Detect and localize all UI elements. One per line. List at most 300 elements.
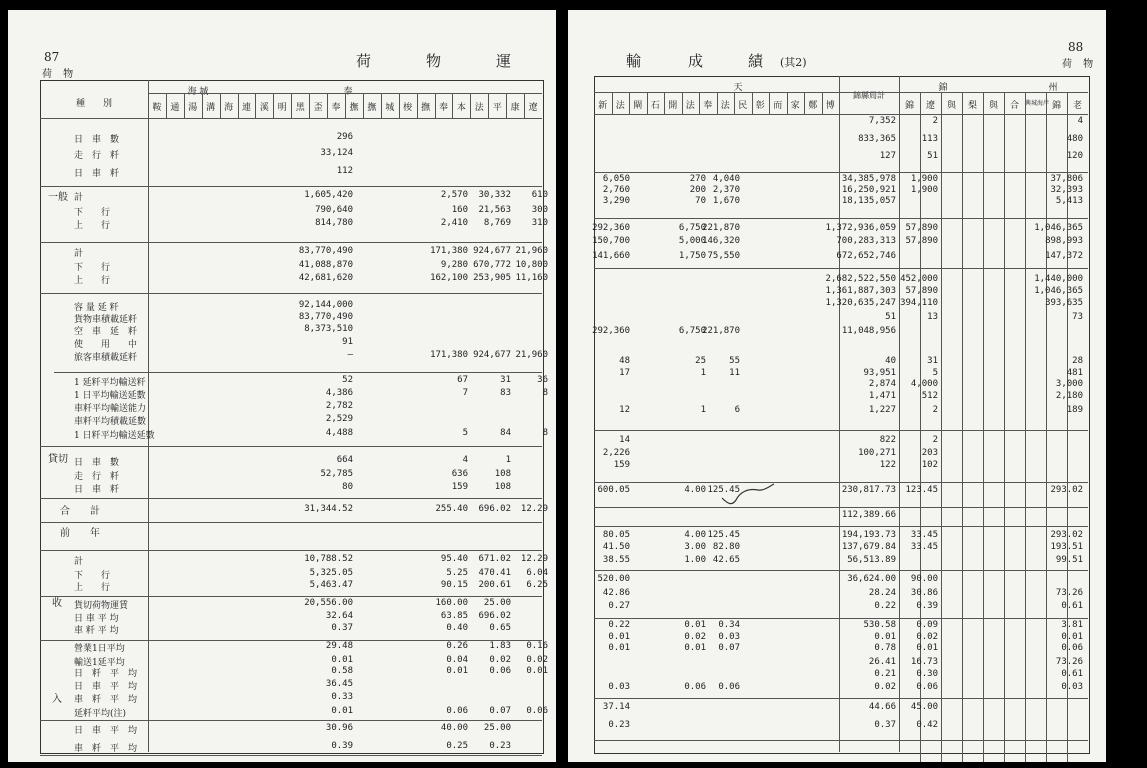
right-cell: 0.06 bbox=[1061, 643, 1083, 653]
left-header-col-divider bbox=[220, 93, 221, 118]
right-cell: 6,750 bbox=[678, 223, 706, 233]
right-header-col2: 老 bbox=[1072, 101, 1082, 111]
left-header-col: 溪 bbox=[259, 103, 269, 113]
right-cell: 36,624.00 bbox=[847, 574, 896, 584]
right-cell: 0.02 bbox=[684, 632, 706, 642]
right-cell: 2 bbox=[932, 405, 938, 415]
left-cell: 80 bbox=[342, 482, 353, 492]
right-cell: 1,750 bbox=[678, 251, 706, 261]
right-header-col: 家 bbox=[790, 101, 800, 111]
left-cell: 40.00 bbox=[440, 723, 468, 733]
right-cell: 127 bbox=[879, 151, 896, 161]
right-header-col: 法 bbox=[720, 101, 730, 111]
left-header-col: 撫 bbox=[421, 103, 431, 113]
right-cell: 1,670 bbox=[712, 196, 740, 206]
left-row-rule bbox=[40, 550, 542, 551]
left-cell: 1,605,420 bbox=[304, 190, 353, 200]
left-label-divider bbox=[148, 80, 149, 752]
right-cell: 0.09 bbox=[916, 620, 938, 630]
right-cell: 28 bbox=[1072, 356, 1083, 366]
left-cell: 8,373,510 bbox=[304, 324, 353, 334]
left-row-label: 走 行 粁 bbox=[74, 472, 120, 482]
right-header-col: 閘 bbox=[633, 101, 643, 111]
right-cell: 73.26 bbox=[1055, 588, 1083, 598]
right-cell: 11 bbox=[729, 368, 740, 378]
left-row-label: 貨切荷物運賃 bbox=[74, 601, 129, 611]
left-cell: 31,344.52 bbox=[304, 504, 353, 514]
left-cell: 636 bbox=[451, 469, 468, 479]
right-cell: 5,000 bbox=[678, 236, 706, 246]
left-row-label: 日 粁 平 均 bbox=[74, 669, 138, 679]
right-cell: 112,389.66 bbox=[841, 510, 896, 520]
left-header-col-divider bbox=[238, 93, 239, 118]
left-cell: 671.02 bbox=[478, 554, 511, 564]
right-cell: 102 bbox=[921, 460, 938, 470]
right-cell: 14 bbox=[619, 435, 630, 445]
right-cell: 898,993 bbox=[1045, 236, 1083, 246]
left-row-rule bbox=[40, 755, 542, 756]
left-header-col: 溝 bbox=[206, 103, 216, 113]
left-cell: 0.16 bbox=[526, 641, 548, 651]
left-cell: 159 bbox=[451, 482, 468, 492]
left-side-nyuu: 入 bbox=[52, 694, 62, 705]
right-cell: 1,320,635,247 bbox=[825, 298, 896, 308]
right-cell: 393,635 bbox=[1045, 298, 1083, 308]
left-cell: 8 bbox=[542, 388, 548, 398]
left-cell: 0.58 bbox=[331, 666, 353, 676]
right-header-col-divider bbox=[787, 92, 788, 114]
right-cell: 2,180 bbox=[1055, 391, 1083, 401]
right-header-bottom bbox=[594, 114, 1088, 115]
left-cell: 10,788.52 bbox=[304, 554, 353, 564]
left-row-rule bbox=[40, 720, 542, 721]
right-cell: 48 bbox=[619, 356, 630, 366]
right-header-col: 法 bbox=[615, 101, 625, 111]
right-cell: 1,900 bbox=[910, 185, 938, 195]
left-cell: 11,160 bbox=[515, 273, 548, 283]
right-header-col2: 興城海岸 bbox=[1025, 100, 1050, 107]
left-side-ichiban: 一般 bbox=[48, 192, 68, 203]
right-cell: 1 bbox=[700, 405, 706, 415]
right-header-col-divider bbox=[717, 92, 718, 114]
left-cell: 0.65 bbox=[489, 623, 511, 633]
left-cell: 4,386 bbox=[325, 388, 353, 398]
left-cell: 21,960 bbox=[515, 350, 548, 360]
right-cell: 28.24 bbox=[868, 588, 896, 598]
left-cell: 92,144,000 bbox=[298, 300, 353, 310]
right-header-col-divider bbox=[629, 92, 630, 114]
right-cell: 480 bbox=[1066, 134, 1083, 144]
left-row-label: 日 車 粁 bbox=[74, 169, 120, 179]
right-cell: 56,513.89 bbox=[847, 555, 896, 565]
left-row-label: 上 行 bbox=[74, 276, 111, 286]
right-header-col: 博 bbox=[825, 101, 835, 111]
right-header-col: 而 bbox=[773, 101, 783, 111]
right-title-char-1: 輸 bbox=[626, 52, 644, 70]
left-row-label: 日 車 數 bbox=[74, 458, 120, 468]
right-cell: 113 bbox=[921, 134, 938, 144]
right-cell: 125.45 bbox=[707, 485, 740, 495]
right-cell: 0.21 bbox=[874, 669, 896, 679]
left-cell: 160.00 bbox=[435, 598, 468, 608]
right-cell: 1,900 bbox=[910, 174, 938, 184]
left-cell: 83 bbox=[500, 388, 511, 398]
right-header-col-divider bbox=[647, 92, 648, 114]
left-cell: 0.40 bbox=[446, 623, 468, 633]
left-total-label: 合 計 bbox=[60, 506, 100, 517]
right-section-label: 荷 物 bbox=[1062, 59, 1098, 70]
right-cell: 203 bbox=[921, 448, 938, 458]
right-col2-divider bbox=[941, 92, 942, 762]
right-cell: 0.23 bbox=[608, 720, 630, 730]
left-cell: 4,488 bbox=[325, 428, 353, 438]
left-row-rule bbox=[40, 186, 542, 187]
left-header-col: 法 bbox=[474, 103, 484, 113]
right-cell: 0.42 bbox=[916, 720, 938, 730]
right-cell: 13 bbox=[927, 312, 938, 322]
left-header-col-divider bbox=[488, 93, 489, 118]
left-cell: 4 bbox=[462, 455, 468, 465]
left-page-number: 87 bbox=[44, 50, 60, 64]
right-cell: 37,806 bbox=[1050, 174, 1083, 184]
left-side-kashikiri: 貸切 bbox=[48, 454, 68, 465]
left-row-label: 計 bbox=[74, 557, 84, 567]
right-header-total: 錦縣局計 bbox=[853, 91, 885, 100]
left-cell: 5,325.05 bbox=[309, 568, 353, 578]
left-cell: 0.06 bbox=[526, 706, 548, 716]
right-cell: 530.58 bbox=[863, 620, 896, 630]
right-cell: 0.02 bbox=[916, 632, 938, 642]
left-row-label: 空 車 延 粁 bbox=[74, 327, 138, 337]
right-cell: 0.06 bbox=[916, 682, 938, 692]
right-cell: 73 bbox=[1072, 312, 1083, 322]
right-cell: 123.45 bbox=[905, 485, 938, 495]
right-cell: 16.73 bbox=[910, 657, 938, 667]
left-cell: 7 bbox=[462, 388, 468, 398]
left-cell: 31 bbox=[500, 375, 511, 385]
right-header-col2: 梨 bbox=[967, 101, 977, 111]
left-cell: 5 bbox=[462, 428, 468, 438]
right-cell: 221,870 bbox=[702, 326, 740, 336]
right-cell: 3.00 bbox=[684, 542, 706, 552]
left-cell: 25.00 bbox=[483, 598, 511, 608]
left-header-col-divider bbox=[524, 93, 525, 118]
left-header-col-divider bbox=[417, 93, 418, 118]
right-cell: 38.55 bbox=[602, 555, 630, 565]
right-cell: 41.50 bbox=[602, 542, 630, 552]
right-cell: 1,046,365 bbox=[1034, 286, 1083, 296]
right-cell: 0.37 bbox=[874, 720, 896, 730]
right-header-col: 鄭 bbox=[808, 101, 818, 111]
left-cell: 5.25 bbox=[446, 568, 468, 578]
left-cell: 108 bbox=[494, 469, 511, 479]
left-row-label: 計 bbox=[74, 193, 84, 203]
left-cell: 0.02 bbox=[489, 655, 511, 665]
left-cell: 162,100 bbox=[430, 273, 468, 283]
left-header-col-divider bbox=[435, 93, 436, 118]
right-cell: 0.06 bbox=[684, 682, 706, 692]
left-row-rule bbox=[40, 293, 542, 294]
left-header-col: 海 bbox=[224, 103, 234, 113]
right-cell: 57,890 bbox=[905, 223, 938, 233]
right-cell: 512 bbox=[921, 391, 938, 401]
left-row-label: 下 行 bbox=[74, 263, 111, 273]
left-cell: 42,681,620 bbox=[298, 273, 353, 283]
left-cell: 2,782 bbox=[325, 401, 353, 411]
left-cell: 29.48 bbox=[325, 641, 353, 651]
right-cell: 270 bbox=[689, 174, 706, 184]
left-header-row-label: 種 別 bbox=[75, 99, 112, 109]
right-cell: 452,000 bbox=[900, 274, 938, 284]
right-cell: 4.00 bbox=[684, 530, 706, 540]
left-cell: 21,563 bbox=[478, 205, 511, 215]
right-cell: 45.00 bbox=[910, 702, 938, 712]
right-cell: 1,440,000 bbox=[1034, 274, 1083, 284]
right-cell: 0.03 bbox=[608, 682, 630, 692]
left-cell: 0.37 bbox=[331, 623, 353, 633]
right-cell: 0.03 bbox=[1061, 682, 1083, 692]
left-cell: 171,380 bbox=[430, 246, 468, 256]
right-row-rule bbox=[594, 740, 1088, 741]
right-row-rule bbox=[594, 507, 1088, 508]
right-cell: 17 bbox=[619, 368, 630, 378]
right-cell: 833,365 bbox=[858, 134, 896, 144]
right-cell: 1.00 bbox=[684, 555, 706, 565]
right-cell: 0.03 bbox=[718, 632, 740, 642]
right-cell: 0.22 bbox=[874, 601, 896, 611]
right-header-col: 法 bbox=[685, 101, 695, 111]
right-cell: 0.27 bbox=[608, 601, 630, 611]
left-cell: 20,556.00 bbox=[304, 598, 353, 608]
left-row-label: 日 車 平 均 bbox=[74, 682, 138, 692]
right-header-col2: 錦 bbox=[1051, 101, 1061, 111]
right-cell: 146,320 bbox=[702, 236, 740, 246]
left-cell: 21,960 bbox=[515, 246, 548, 256]
right-cell: 0.01 bbox=[874, 632, 896, 642]
right-header-divider bbox=[594, 92, 1088, 93]
left-header-col-divider bbox=[184, 93, 185, 118]
left-header-col: 奉 bbox=[331, 103, 341, 113]
left-row-label: 延粁平均(注) bbox=[74, 709, 127, 719]
right-cell: 2,874 bbox=[868, 379, 896, 389]
right-cell: 2 bbox=[932, 435, 938, 445]
left-cell: 0.07 bbox=[489, 706, 511, 716]
right-cell: 4 bbox=[1077, 116, 1083, 126]
left-header-col: 明 bbox=[277, 103, 287, 113]
right-cell: 4.00 bbox=[684, 485, 706, 495]
right-cell: 137,679.84 bbox=[841, 542, 896, 552]
right-cell: 34,385,978 bbox=[841, 174, 896, 184]
right-cell: 0.06 bbox=[718, 682, 740, 692]
right-cell: 30.86 bbox=[910, 588, 938, 598]
right-cell: 293.02 bbox=[1050, 485, 1083, 495]
right-cell: 11,048,956 bbox=[841, 326, 896, 336]
right-cell: 600.05 bbox=[597, 485, 630, 495]
left-header-col-divider bbox=[327, 93, 328, 118]
right-header-col2: 合 bbox=[1009, 101, 1019, 111]
left-cell: 253,905 bbox=[473, 273, 511, 283]
left-cell: 91 bbox=[342, 337, 353, 347]
right-cell: 42.65 bbox=[712, 555, 740, 565]
left-row-label: 日 車 平 均 bbox=[74, 726, 138, 736]
right-header-col-divider bbox=[682, 92, 683, 114]
right-cell: 0.01 bbox=[684, 620, 706, 630]
left-title-char-3: 運 bbox=[496, 52, 514, 70]
right-cell: 2,682,522,550 bbox=[825, 274, 896, 284]
left-header-col-divider bbox=[345, 93, 346, 118]
left-cell: 0.01 bbox=[331, 706, 353, 716]
left-cell: 0.01 bbox=[446, 666, 468, 676]
right-header-col-divider bbox=[734, 92, 735, 114]
left-cell: 670,772 bbox=[473, 260, 511, 270]
left-cell: 52,785 bbox=[320, 469, 353, 479]
left-row-label: 1 日平均輸送延數 bbox=[74, 391, 146, 401]
left-cell: 1 bbox=[505, 455, 511, 465]
right-header-group2-b: 州 bbox=[1048, 83, 1058, 93]
right-cell: 292,360 bbox=[592, 223, 630, 233]
right-title-char-3: 績 bbox=[748, 52, 766, 70]
left-section-label: 荷 物 bbox=[42, 69, 78, 80]
left-header-col: 湯 bbox=[188, 103, 198, 113]
right-cell: 51 bbox=[927, 151, 938, 161]
right-cell: 194,193.73 bbox=[841, 530, 896, 540]
left-cell: 0.33 bbox=[331, 692, 353, 702]
left-cell: 32.64 bbox=[325, 611, 353, 621]
left-header-col: 奉 bbox=[438, 103, 448, 113]
left-cell: 67 bbox=[457, 375, 468, 385]
right-header-col2: 與 bbox=[988, 101, 998, 111]
right-header-col2: 與 bbox=[946, 101, 956, 111]
right-cell: 0.61 bbox=[1061, 669, 1083, 679]
right-row-rule bbox=[594, 268, 1088, 269]
right-cell: 93,951 bbox=[863, 368, 896, 378]
right-header-col2: 錦 bbox=[904, 101, 914, 111]
left-header-col: 梭 bbox=[403, 103, 413, 113]
right-cell: 44.66 bbox=[868, 702, 896, 712]
left-cell: 0.06 bbox=[446, 706, 468, 716]
right-cell: 1,471 bbox=[868, 391, 896, 401]
right-cell: 189 bbox=[1066, 405, 1083, 415]
left-row-rule bbox=[40, 522, 542, 523]
left-row-label: 車 粁 平 均 bbox=[74, 626, 119, 636]
left-cell: 0.06 bbox=[489, 666, 511, 676]
right-header-col: 開 bbox=[668, 101, 678, 111]
left-header-col-divider bbox=[399, 93, 400, 118]
left-cell: 924,677 bbox=[473, 246, 511, 256]
right-cell: 31 bbox=[927, 356, 938, 366]
left-row-label: 營業1日平均 bbox=[74, 644, 125, 654]
left-cell: 83,770,490 bbox=[298, 246, 353, 256]
right-header-col-divider bbox=[804, 92, 805, 114]
left-cell: 696.02 bbox=[478, 611, 511, 621]
left-row-label: 下 行 bbox=[74, 208, 111, 218]
left-row-label: 上 行 bbox=[74, 583, 111, 593]
left-cell: 2,529 bbox=[325, 414, 353, 424]
left-row-rule bbox=[40, 498, 542, 499]
right-cell: 100,271 bbox=[858, 448, 896, 458]
right-cell: 57,890 bbox=[905, 236, 938, 246]
right-cell: 6 bbox=[734, 405, 740, 415]
right-row-rule bbox=[594, 430, 1088, 431]
left-cell: 2,410 bbox=[440, 218, 468, 228]
left-cell: 0.39 bbox=[331, 741, 353, 751]
left-cell: 1.83 bbox=[489, 641, 511, 651]
right-header-col: 彰 bbox=[755, 101, 765, 111]
left-cell: 108 bbox=[494, 482, 511, 492]
left-row-label: 旅客車積載延粁 bbox=[74, 353, 138, 363]
right-cell: 4,040 bbox=[712, 174, 740, 184]
left-row-label: 容 量 延 粁 bbox=[74, 303, 119, 313]
left-header-col: 遼 bbox=[528, 103, 538, 113]
right-cell: 120 bbox=[1066, 151, 1083, 161]
left-cell: 90.15 bbox=[440, 580, 468, 590]
left-cell: 84 bbox=[500, 428, 511, 438]
left-row-label: 車粁平均積載延數 bbox=[74, 417, 147, 427]
right-cell: 80.05 bbox=[602, 530, 630, 540]
right-cell: 0.34 bbox=[718, 620, 740, 630]
left-row-label: 日 車 數 bbox=[74, 135, 120, 145]
left-title-char-1: 荷 bbox=[356, 52, 374, 70]
right-cell: 0.01 bbox=[1061, 632, 1083, 642]
left-row-rule bbox=[54, 372, 542, 373]
right-subtitle: (其2) bbox=[780, 56, 807, 69]
right-cell: 1,227 bbox=[868, 405, 896, 415]
right-row-rule bbox=[594, 526, 1088, 527]
left-header-col: 本 bbox=[456, 103, 466, 113]
left-header-col: 歪 bbox=[313, 103, 323, 113]
right-cell: 7,352 bbox=[868, 116, 896, 126]
left-cell: 12.29 bbox=[520, 504, 548, 514]
left-header-col-divider bbox=[381, 93, 382, 118]
right-cell: 73.26 bbox=[1055, 657, 1083, 667]
left-cell: 33,124 bbox=[320, 148, 353, 158]
left-cell: 200.61 bbox=[478, 580, 511, 590]
right-cell: 1 bbox=[700, 368, 706, 378]
right-cell: 481 bbox=[1066, 368, 1083, 378]
right-cell: 4,000 bbox=[910, 379, 938, 389]
left-header-col: 撫 bbox=[367, 103, 377, 113]
right-cell: 82.80 bbox=[712, 542, 740, 552]
right-cell: 0.07 bbox=[718, 643, 740, 653]
left-cell: 924,677 bbox=[473, 350, 511, 360]
right-cell: 221,870 bbox=[702, 223, 740, 233]
right-row-rule bbox=[594, 218, 1088, 219]
left-cell: 30.96 bbox=[325, 723, 353, 733]
left-cell: 470.41 bbox=[478, 568, 511, 578]
left-cell: 0.25 bbox=[446, 741, 468, 751]
left-cell: 9,280 bbox=[440, 260, 468, 270]
right-col2-divider bbox=[983, 92, 984, 762]
right-header-group: 天 bbox=[733, 83, 743, 93]
left-page bbox=[8, 10, 556, 762]
left-row-label: 車 粁 平 均 bbox=[74, 744, 138, 754]
right-cell: 57,890 bbox=[905, 286, 938, 296]
left-row-rule bbox=[40, 242, 542, 243]
left-header-col-divider bbox=[202, 93, 203, 118]
left-row-label: 日 車 粁 bbox=[74, 485, 120, 495]
right-cell: 18,135,057 bbox=[841, 196, 896, 206]
right-cell: 394,110 bbox=[900, 298, 938, 308]
right-cell: 12 bbox=[619, 405, 630, 415]
left-title-char-2: 物 bbox=[426, 52, 444, 70]
right-cell: 1,361,887,303 bbox=[825, 286, 896, 296]
left-row-label: 1 日粁平均輸送延數 bbox=[74, 431, 155, 441]
left-cell: 696.02 bbox=[478, 504, 511, 514]
left-cell: 790,640 bbox=[315, 205, 353, 215]
right-cell: 33.45 bbox=[910, 530, 938, 540]
right-cell: 25 bbox=[695, 356, 706, 366]
left-cell: 0.01 bbox=[331, 655, 353, 665]
